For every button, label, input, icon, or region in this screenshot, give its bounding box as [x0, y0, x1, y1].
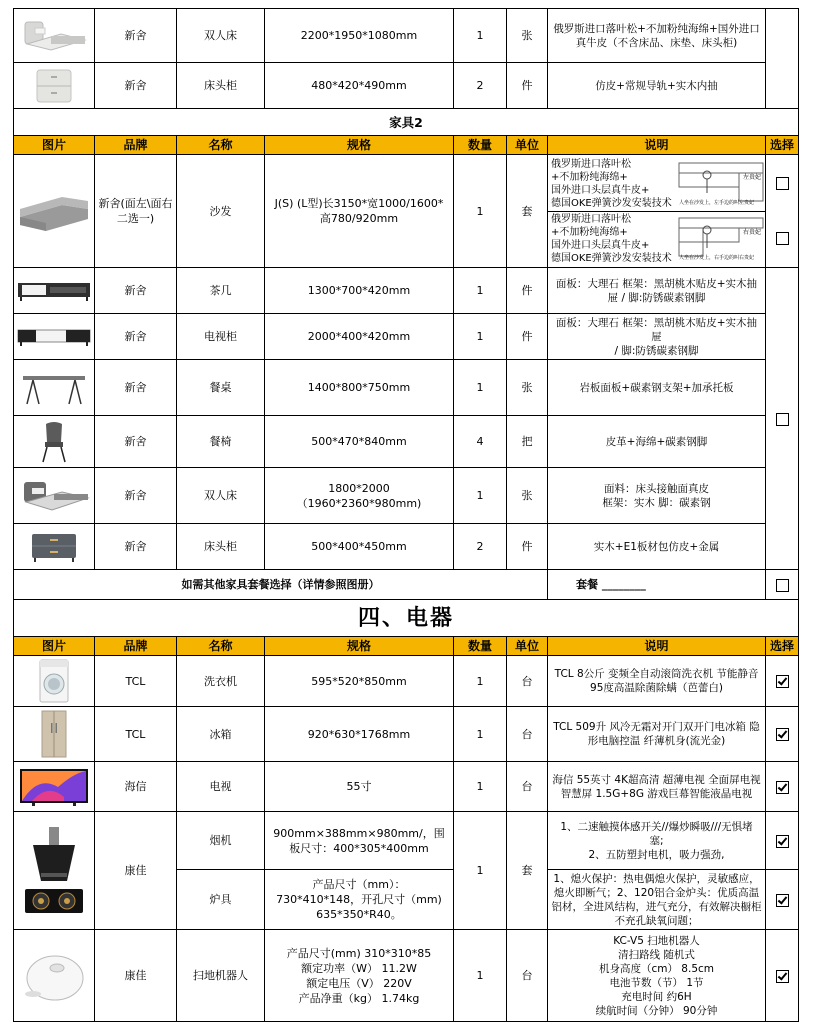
spec-cell: 900mm×388mm×980mm/，围 板尺寸：400*305*400mm [265, 812, 454, 870]
brand-cell: 新舍 [95, 314, 177, 360]
unit-cell: 台 [507, 762, 548, 812]
unit-cell: 套 [507, 155, 548, 268]
brand-cell: 新舍(面左\面右 二选一) [95, 155, 177, 268]
name-cell: 冰箱 [177, 707, 265, 762]
double-bed-photo-icon [18, 478, 90, 514]
name-cell: 茶几 [177, 268, 265, 314]
qty-cell: 4 [454, 416, 507, 468]
item-table [13, 8, 799, 1022]
table-header-row [14, 136, 799, 155]
table-row [14, 468, 799, 524]
spec-cell: 1800*2000 （1960*2360*980mm) [265, 468, 454, 524]
robot-vacuum-photo-icon [21, 946, 87, 1006]
column-header: 选择 [766, 637, 799, 656]
spec-cell: 55寸 [265, 762, 454, 812]
sofa-select-group [769, 177, 795, 245]
description-cell: 1、熄火保护：热电偶熄火保护，灵敏感应， 熄火即断气；2、120铝合金炉头：优质高温 铝材，全进风结构，进气充分，有效解决橱柜 不充孔缺氧问题； [548, 870, 766, 930]
sofa-orientation-label: 左贵妃 [742, 173, 761, 181]
qty-cell: 1 [454, 930, 507, 1022]
brand-cell: 新舍 [95, 360, 177, 416]
empty-checkbox[interactable] [776, 177, 789, 190]
sofa-option-text: 俄罗斯进口落叶松 +不加粉纯海绵+ 国外进口头层真牛皮+ 德国OKE弹簧沙发安装技术 [551, 158, 672, 209]
other-package-row [14, 570, 799, 600]
checked-checkbox[interactable] [776, 675, 789, 688]
sofa-option [548, 157, 765, 212]
description-cell: 仿皮+常规导轨+实木内抽 [548, 63, 766, 109]
spec-cell: 1400*800*750mm [265, 360, 454, 416]
other-package-note: 如需其他家具套餐选择（详情参照图册） [14, 570, 548, 600]
column-header: 选择 [766, 136, 799, 155]
name-cell: 电视 [177, 762, 265, 812]
empty-checkbox[interactable] [776, 579, 789, 592]
spec-cell: 480*420*490mm [265, 63, 454, 109]
unit-cell: 件 [507, 314, 548, 360]
sofa-description-cell [548, 155, 766, 268]
price-list-document [13, 8, 799, 1022]
unit-cell: 张 [507, 468, 548, 524]
description-cell: KC-V5 扫地机器人 清扫路线 随机式 机身高度（cm） 8.5cm 电池节数（节） 1节 充电时间 约6H 续航时间（分钟） 90分钟 [548, 930, 766, 1022]
column-header: 说明 [548, 136, 766, 155]
unit-cell: 张 [507, 360, 548, 416]
unit-cell: 件 [507, 524, 548, 570]
table-row [14, 268, 799, 314]
name-cell: 扫地机器人 [177, 930, 265, 1022]
item-picture [14, 360, 95, 416]
sofa-option-text: 俄罗斯进口落叶松 +不加粉纯海绵+ 国外进口头层真牛皮+ 德国OKE弹簧沙发安装技术 [551, 213, 672, 264]
section-title-row [14, 600, 799, 637]
table-row [14, 930, 799, 1022]
description-cell: TCL 8公斤 变频全自动滚筒洗衣机 节能静音 95度高温除菌除螨（芭蕾白) [548, 656, 766, 707]
brand-cell: 新舍 [95, 468, 177, 524]
spec-cell: 920*630*1768mm [265, 707, 454, 762]
range-hood-row [14, 812, 799, 870]
qty-cell: 2 [454, 63, 507, 109]
qty-cell: 1 [454, 360, 507, 416]
checked-checkbox[interactable] [776, 781, 789, 794]
checked-checkbox[interactable] [776, 728, 789, 741]
sofa-orientation-diagram [677, 212, 765, 266]
sofa-orientation-note: 人坐在沙发上，右手边的叫右贵妃 [679, 254, 755, 261]
table-row [14, 314, 799, 360]
spec-cell: 500*470*840mm [265, 416, 454, 468]
table-row [14, 656, 799, 707]
column-header: 名称 [177, 136, 265, 155]
item-picture [14, 468, 95, 524]
description-cell: 实木+E1板材包仿皮+金属 [548, 524, 766, 570]
select-cell [766, 707, 799, 762]
column-header: 品牌 [95, 136, 177, 155]
column-header: 数量 [454, 637, 507, 656]
unit-cell: 把 [507, 416, 548, 468]
name-cell: 沙发 [177, 155, 265, 268]
spec-cell: 2200*1950*1080mm [265, 9, 454, 63]
bedside-cabinet-photo-icon [26, 530, 82, 564]
gas-stove-photo-icon [23, 887, 85, 917]
table-row [14, 63, 799, 109]
checked-checkbox[interactable] [776, 970, 789, 983]
description-cell: 面板：大理石 框架：黑胡桃木贴皮+实木抽 屉 / 脚:防锈碳素钢脚 [548, 268, 766, 314]
item-picture [14, 9, 95, 63]
description-cell: 海信 55英寸 4K超高清 超薄电视 全面屏电视 智慧屏 1.5G+8G 游戏巨幕智能液晶电视 [548, 762, 766, 812]
column-header: 图片 [14, 637, 95, 656]
column-header: 品牌 [95, 637, 177, 656]
description-cell: 1、二速触摸体感开关//爆炒瞬吸///无惧堵 塞; 2、五防塑封电机，吸力强劲, [548, 812, 766, 870]
unit-cell: 台 [507, 707, 548, 762]
table-row [14, 524, 799, 570]
select-cell [766, 930, 799, 1022]
fridge-photo-icon [34, 709, 74, 759]
column-header: 规格 [265, 136, 454, 155]
qty-cell: 1 [454, 707, 507, 762]
brand-cell: 新舍 [95, 524, 177, 570]
spec-cell: 1300*700*420mm [265, 268, 454, 314]
sofa-photo-icon [16, 189, 92, 233]
tv-photo-icon [18, 767, 90, 807]
description-cell: 面板：大理石 框架：黑胡桃木贴皮+实木抽屉 / 脚:防锈碳素钢脚 [548, 314, 766, 360]
qty-cell: 1 [454, 656, 507, 707]
dining-table-photo-icon [19, 370, 89, 406]
table-row [14, 762, 799, 812]
section-title-furniture2: 家具2 [14, 109, 799, 136]
description-cell: 俄罗斯进口落叶松+不加粉纯海绵+国外进口 真牛皮（不含床品、床垫、床头柜) [548, 9, 766, 63]
spec-cell: 产品尺寸（mm）： 730*410*148，开孔尺寸（mm) 635*350*R40。 [265, 870, 454, 930]
table-row [14, 416, 799, 468]
unit-cell: 套 [507, 812, 548, 930]
sofa-option [548, 212, 765, 266]
item-picture [14, 656, 95, 707]
name-cell: 炉具 [177, 870, 265, 930]
item-picture [14, 707, 95, 762]
column-header: 规格 [265, 637, 454, 656]
column-header: 名称 [177, 637, 265, 656]
select-cell [766, 9, 799, 109]
name-cell: 烟机 [177, 812, 265, 870]
brand-cell: 新舍 [95, 9, 177, 63]
qty-cell: 1 [454, 762, 507, 812]
dining-chair-photo-icon [34, 420, 74, 464]
select-cell [766, 656, 799, 707]
table-row [14, 360, 799, 416]
unit-cell: 张 [507, 9, 548, 63]
select-cell [766, 570, 799, 600]
select-cell [766, 870, 799, 930]
spec-cell: 500*400*450mm [265, 524, 454, 570]
brand-cell: 海信 [95, 762, 177, 812]
name-cell: 双人床 [177, 468, 265, 524]
column-header: 图片 [14, 136, 95, 155]
item-picture [14, 930, 95, 1022]
qty-cell: 1 [454, 9, 507, 63]
sofa-orientation-label: 右贵妃 [742, 228, 761, 236]
qty-cell: 1 [454, 812, 507, 930]
range-hood-photo-icon [27, 825, 81, 887]
spec-cell: J(S) (L型)长3150*宽1000/1600* 高780/920mm [265, 155, 454, 268]
table-row [14, 9, 799, 63]
item-picture [14, 155, 95, 268]
coffee-table-photo-icon [16, 279, 92, 303]
brand-cell: 新舍 [95, 416, 177, 468]
sofa-orientation-diagram [677, 157, 765, 211]
spec-cell: 产品尺寸(mm) 310*310*85 额定功率（W） 11.2W 额定电压（V） 220V 产品净重（kg） 1.74kg [265, 930, 454, 1022]
qty-cell: 1 [454, 155, 507, 268]
unit-cell: 台 [507, 656, 548, 707]
select-cell [766, 812, 799, 870]
select-cell [766, 762, 799, 812]
unit-cell: 件 [507, 63, 548, 109]
qty-cell: 1 [454, 268, 507, 314]
column-header: 单位 [507, 637, 548, 656]
description-cell: 皮革+海绵+碳素钢脚 [548, 416, 766, 468]
unit-cell: 件 [507, 268, 548, 314]
column-header: 单位 [507, 136, 548, 155]
name-cell: 餐桌 [177, 360, 265, 416]
name-cell: 床头柜 [177, 63, 265, 109]
washing-machine-photo-icon [34, 658, 74, 704]
checked-checkbox[interactable] [776, 835, 789, 848]
brand-cell: 新舍 [95, 268, 177, 314]
spec-cell: 2000*400*420mm [265, 314, 454, 360]
sofa-row [14, 155, 799, 268]
empty-checkbox[interactable] [776, 232, 789, 245]
tv-cabinet-photo-icon [16, 326, 92, 348]
bed-photo-icon [21, 16, 87, 56]
name-cell: 双人床 [177, 9, 265, 63]
item-picture [14, 314, 95, 360]
description-cell: 面料：床头接触面真皮 框架：实木 脚：碳素钢 [548, 468, 766, 524]
column-header: 说明 [548, 637, 766, 656]
section-title-appliances: 四、电器 [14, 600, 799, 637]
item-picture [14, 524, 95, 570]
name-cell: 电视柜 [177, 314, 265, 360]
item-picture [14, 63, 95, 109]
brand-cell: 康佳 [95, 812, 177, 930]
brand-cell: 康佳 [95, 930, 177, 1022]
select-cell [766, 155, 799, 268]
table-header-row [14, 637, 799, 656]
table-row [14, 707, 799, 762]
qty-cell: 1 [454, 468, 507, 524]
name-cell: 餐椅 [177, 416, 265, 468]
qty-cell: 2 [454, 524, 507, 570]
description-cell: TCL 509升 风冷无霜对开门双开门电冰箱 隐 形电脑控温 纤薄机身(流光金) [548, 707, 766, 762]
nightstand-photo-icon [29, 66, 79, 106]
section-title-row [14, 109, 799, 136]
item-picture [14, 812, 95, 930]
select-cell [766, 268, 799, 570]
description-cell: 岩板面板+碳素钢支架+加承托板 [548, 360, 766, 416]
name-cell: 床头柜 [177, 524, 265, 570]
qty-cell: 1 [454, 314, 507, 360]
package-blank[interactable]: 套餐 ________ [548, 570, 766, 600]
checked-checkbox[interactable] [776, 894, 789, 907]
sofa-orientation-note: 人坐在沙发上，左手边的叫左贵妃 [679, 199, 755, 206]
item-picture [14, 416, 95, 468]
item-picture [14, 268, 95, 314]
name-cell: 洗衣机 [177, 656, 265, 707]
unit-cell: 台 [507, 930, 548, 1022]
brand-cell: 新舍 [95, 63, 177, 109]
empty-checkbox[interactable] [776, 413, 789, 426]
brand-cell: TCL [95, 707, 177, 762]
brand-cell: TCL [95, 656, 177, 707]
item-picture [14, 762, 95, 812]
column-header: 数量 [454, 136, 507, 155]
spec-cell: 595*520*850mm [265, 656, 454, 707]
